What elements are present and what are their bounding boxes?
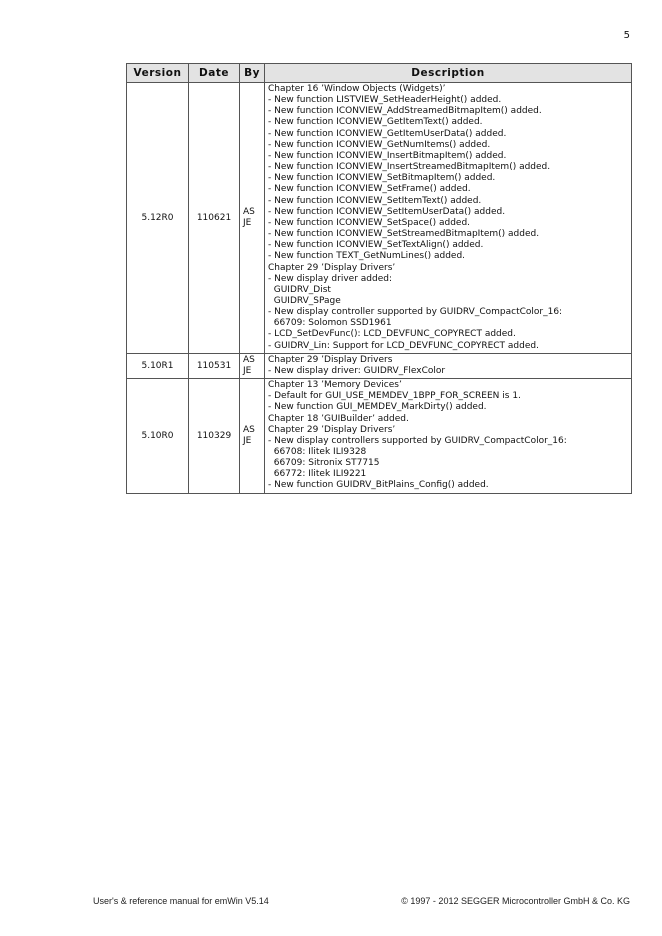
description-line: - New function GUI_MEMDEV_MarkDirty() added. — [268, 402, 487, 413]
description-line: Chapter 13 ’Memory Devices’ — [268, 380, 402, 391]
description-line: - New function LISTVIEW_SetHeaderHeight() added. — [268, 95, 502, 106]
description-line: Chapter 29 ’Display Drivers’ — [268, 424, 396, 435]
description-line: - New display driver: GUIDRV_FlexColor — [268, 365, 446, 376]
table-row — [127, 83, 632, 354]
description-line: - New display driver added: — [268, 273, 392, 284]
description-line: - New function ICONVIEW_AddStreamedBitmapItem() added. — [268, 106, 542, 117]
description-line: 66709: Sitronix ST7715 — [268, 458, 380, 469]
description-line: - New function ICONVIEW_SetItemText() added. — [268, 195, 482, 206]
footer-copyright: © 1997 - 2012 SEGGER Microcontroller GmbH & Co. KG — [401, 896, 630, 906]
page-number: 5 — [623, 30, 630, 41]
description-cell — [265, 379, 632, 494]
author-initials: JE — [243, 217, 252, 228]
table-row — [127, 353, 632, 378]
description-line: - New function ICONVIEW_GetItemText() added. — [268, 117, 483, 128]
description-line: 66772: Ilitek ILI9221 — [268, 469, 367, 480]
description-line: - New function ICONVIEW_SetTextAlign() added. — [268, 240, 484, 251]
description-line: GUIDRV_Dist — [268, 284, 331, 295]
description-cell — [265, 353, 632, 378]
author-initials: JE — [243, 435, 252, 446]
description-line: Chapter 18 ’GUIBuilder’ added. — [268, 413, 409, 424]
revision-history-table — [126, 63, 632, 494]
author-initials: JE — [243, 365, 252, 376]
description-line: Chapter 29 ’Display Drivers — [268, 354, 393, 365]
description-line: - New function ICONVIEW_GetItemUserData() added. — [268, 128, 507, 139]
description-line: 66708: Ilitek ILI9328 — [268, 447, 367, 457]
description-line: - New function ICONVIEW_InsertStreamedBitmapItem() added. — [268, 162, 551, 173]
header-date: Date — [189, 64, 240, 83]
table-body — [127, 83, 632, 494]
header-description: Description — [265, 64, 632, 83]
author-initials: AS — [243, 354, 255, 365]
footer-manual-title: User's & reference manual for emWin V5.14 — [93, 896, 269, 906]
description-line: GUIDRV_SPage — [268, 295, 341, 306]
description-line: - New function ICONVIEW_SetStreamedBitmapItem() added. — [268, 229, 540, 240]
description-line: - New function ICONVIEW_SetBitmapItem() added. — [268, 173, 496, 184]
description-line: Chapter 29 ’Display Drivers’ — [268, 262, 396, 273]
by-cell — [240, 83, 265, 354]
description-line: - New function ICONVIEW_SetItemUserData() added. — [268, 206, 506, 217]
description-line: - New function ICONVIEW_SetSpace() added. — [268, 217, 471, 228]
description-line: - New function ICONVIEW_GetNumItems() added. — [268, 139, 491, 150]
description-line: - New display controllers supported by GUIDRV_CompactColor_16: — [268, 435, 567, 446]
author-initials: AS — [243, 206, 255, 217]
description-line: - New function ICONVIEW_InsertBitmapItem() added. — [268, 150, 507, 161]
header-version: Version — [127, 64, 189, 83]
description-line: - New function GUIDRV_BitPlains_Config() added. — [268, 480, 489, 491]
by-cell — [240, 353, 265, 378]
description-line: - Default for GUI_USE_MEMDEV_1BPP_FOR_SCREEN is 1. — [268, 391, 521, 402]
date-cell: 110621 — [189, 83, 240, 354]
description-line: - New function ICONVIEW_SetFrame() added. — [268, 184, 471, 195]
description-line: Chapter 16 ’Window Objects (Widgets)’ — [268, 84, 446, 94]
table-row — [127, 379, 632, 494]
description-line: - New function TEXT_GetNumLines() added. — [268, 251, 466, 262]
date-cell: 110531 — [189, 353, 240, 378]
author-initials: AS — [243, 424, 255, 435]
description-cell — [265, 83, 632, 354]
date-cell: 110329 — [189, 379, 240, 494]
description-line: - New display controller supported by GUIDRV_CompactColor_16: — [268, 307, 563, 318]
description-line: 66709: Solomon SSD1961 — [268, 318, 392, 329]
version-cell: 5.10R1 — [127, 353, 189, 378]
description-line: - LCD_SetDevFunc(): LCD_DEVFUNC_COPYRECT added. — [268, 329, 516, 340]
header-by: By — [240, 64, 265, 83]
description-line: - GUIDRV_Lin: Support for LCD_DEVFUNC_COPYRECT added. — [268, 340, 539, 351]
version-cell: 5.12R0 — [127, 83, 189, 354]
table-header-row — [127, 64, 632, 83]
version-cell: 5.10R0 — [127, 379, 189, 494]
by-cell — [240, 379, 265, 494]
